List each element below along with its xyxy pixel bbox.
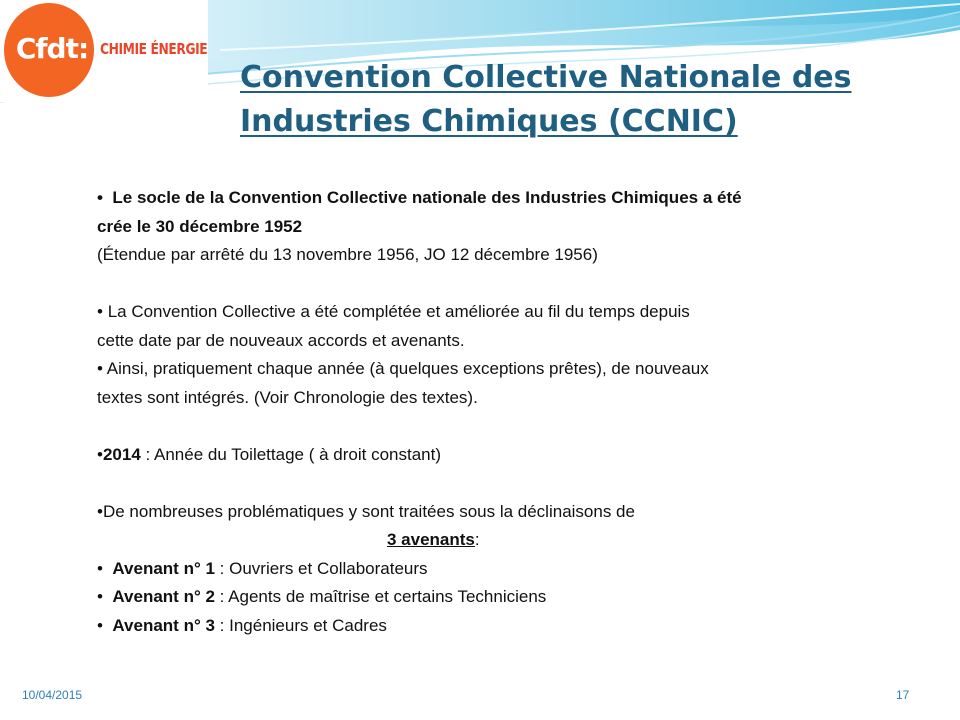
paragraph-1-line-2: crée le 30 décembre 1952 — [97, 216, 303, 236]
year-label: 2014 — [102, 444, 141, 464]
paragraph-1-note: (Étendue par arrêté du 13 novembre 1956, JO 12 décembre 1956) — [97, 245, 598, 264]
paragraph-4: •2014 : Année du Toilettage ( à droit constant) — [97, 444, 441, 464]
avenant-label: Avenant n° 2 — [112, 587, 215, 606]
paragraph-2-line-1: • La Convention Collective a été complétée et améliorée au fil du temps depuis — [97, 302, 690, 321]
avenant-desc: : Ingénieurs et Cadres — [214, 615, 387, 635]
paragraph-3-text-1: Ainsi, pratiquement chaque année (à quelques exceptions prêtes), de nouveaux — [106, 359, 709, 378]
logo — [0, 0, 208, 102]
avenant-label: Avenant n° 1 — [112, 558, 215, 578]
avenants-colon: : — [474, 530, 480, 549]
slide-body — [97, 184, 897, 640]
avenant-desc: : Ouvriers et Collaborateurs — [214, 558, 428, 578]
paragraph-3-line-1: • Ainsi, pratiquement chaque année (à quelques exceptions prêtes), de nouveaux — [97, 359, 709, 378]
paragraph-3-line-2: textes sont intégrés. (Voir Chronologie des textes). — [97, 387, 478, 407]
slide-title-line1: Convention Collective Nationale des — [240, 60, 852, 95]
paragraph-1-line-1: • Le socle de la Convention Collective nationale des Industries Chimiques a été — [97, 188, 742, 207]
paragraph-2-text-1: La Convention Collective a été complétée et améliorée au fil du temps depuis — [107, 302, 690, 321]
slide-title-line2: Industries Chimiques (CCNIC) — [240, 104, 738, 139]
avenant-item: • Avenant n° 1 : Ouvriers et Collaborateurs — [97, 558, 428, 578]
paragraph-5-text-1: De nombreuses problématiques y sont traitées sous la déclinaisons de — [102, 501, 635, 521]
avenant-label: Avenant n° 3 — [112, 615, 215, 635]
year-description: : Année du Toilettage ( à droit constant) — [140, 444, 441, 464]
paragraph-5-line-1: •De nombreuses problématiques y sont traitées sous la déclinaisons de — [97, 501, 635, 521]
avenant-item: • Avenant n° 3 : Ingénieurs et Cadres — [97, 615, 387, 635]
paragraph-2-line-2: cette date par de nouveaux accords et avenants. — [97, 330, 465, 350]
footer-date: 10/04/2015 — [22, 688, 83, 702]
avenant-desc: : Agents de maîtrise et certains Techniciens — [214, 587, 547, 606]
logo-mark: Cfdt: — [15, 32, 89, 65]
avenants-count: 3 avenants — [387, 530, 475, 549]
paragraph-1-text-1: Le socle de la Convention Collective nationale des Industries Chimiques a été — [112, 188, 742, 207]
paragraph-5-line-2 — [97, 526, 897, 555]
logo-tagline: CHIMIE ÉNERGIE — [100, 40, 208, 58]
avenant-item: • Avenant n° 2 : Agents de maîtrise et certains Techniciens — [97, 587, 547, 606]
slide-title — [240, 56, 900, 144]
page-number: 17 — [896, 688, 910, 702]
